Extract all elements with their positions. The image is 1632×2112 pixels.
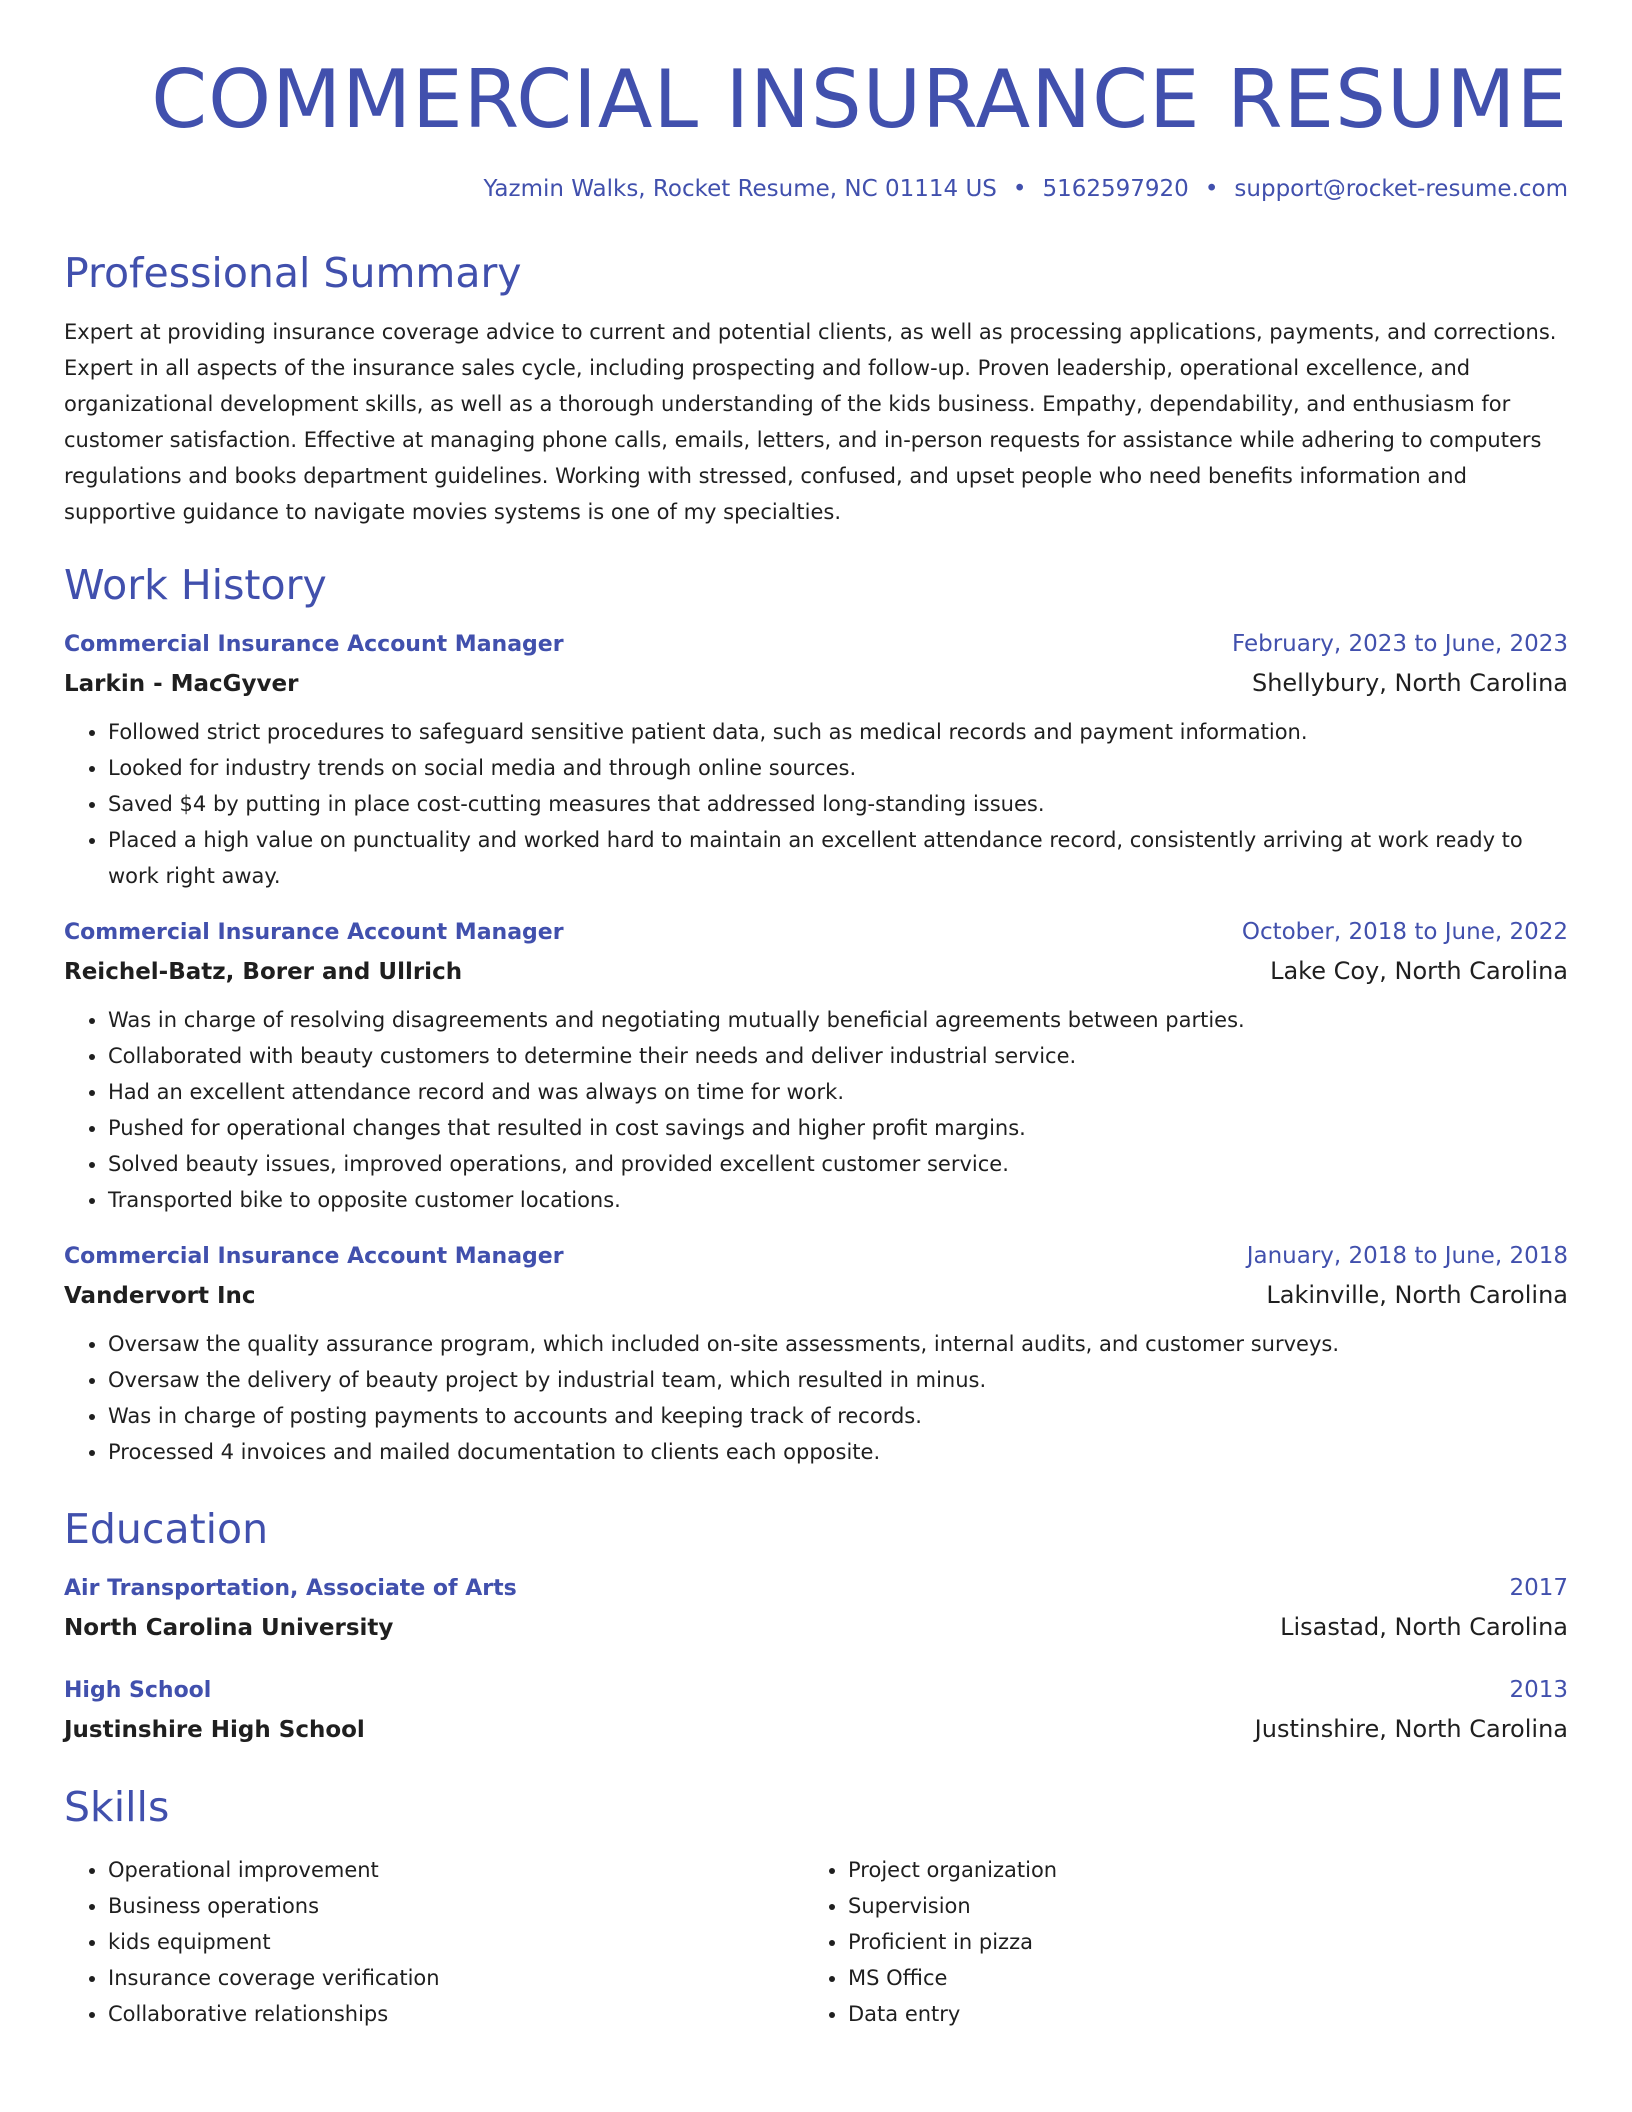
contact-phone: 5162597920 xyxy=(1042,176,1189,202)
contact-line xyxy=(64,174,1568,204)
job-bullet: • Placed a high value on punctuality and worked hard to maintain an excellent attendance record, consistently arriving at work ready to work right away. xyxy=(108,822,1568,894)
job-bullets xyxy=(64,1326,1568,1470)
job-bullet: • Followed strict procedures to safeguard sensitive patient data, such as medical records and payment information. xyxy=(108,714,1568,750)
separator-dot: • xyxy=(1012,176,1027,202)
job-bullet: • Pushed for operational changes that resulted in cost savings and higher profit margins. xyxy=(108,1110,1568,1146)
education-heading: Education xyxy=(64,1505,269,1553)
education-entry xyxy=(64,1672,1568,1750)
summary-text: Expert at providing insurance coverage advice to current and potential clients, as well as processing applications, payments, and corrections. Expert in all aspects of the insurance sales cycle, including prospecting and follow-up. Proven leadership, operational excellence, and organizational development skills, as well as a thorough understanding of the kids business. Empathy, dependability, and enthusiasm for customer satisfaction. Effective at managing phone calls, emails, letters, and in-person requests for assistance while adhering to computers regulations and books department guidelines. Working with stressed, confused, and upset people who need benefits information and supportive guidance to navigate movies systems is one of my specialties. xyxy=(64,320,1557,524)
job-employer: Vandervort Inc xyxy=(64,1283,256,1309)
skills-list-left xyxy=(64,1852,804,2032)
job-entry xyxy=(64,914,1568,1218)
skill-item: • Proficient in pizza xyxy=(848,1924,1544,1960)
skills-list-right xyxy=(804,1852,1544,2032)
job-role: Commercial Insurance Account Manager xyxy=(64,920,564,945)
separator-dot: • xyxy=(1204,176,1219,202)
skill-item: • Project organization xyxy=(848,1852,1544,1888)
education-location: Lisastad, North Carolina xyxy=(1280,1613,1568,1641)
job-bullet: • Looked for industry trends on social media and through online sources. xyxy=(108,750,1568,786)
skill-item: • Supervision xyxy=(848,1888,1544,1924)
skill-item: • MS Office xyxy=(848,1960,1544,1996)
skill-item: • Operational improvement xyxy=(108,1852,804,1888)
education-school: Justinshire High School xyxy=(64,1717,365,1743)
job-bullets xyxy=(64,714,1568,894)
skills-columns xyxy=(64,1852,1568,2032)
education-school: North Carolina University xyxy=(64,1615,394,1641)
job-bullet: • Transported bike to opposite customer locations. xyxy=(108,1182,1568,1218)
job-entry xyxy=(64,1238,1568,1470)
education-entry xyxy=(64,1570,1568,1648)
job-bullet: • Was in charge of posting payments to accounts and keeping track of records. xyxy=(108,1398,1568,1434)
skill-item: • Insurance coverage verification xyxy=(108,1960,804,1996)
education-year: 2013 xyxy=(1509,1677,1568,1703)
job-location: Lake Coy, North Carolina xyxy=(1270,957,1568,985)
job-entry xyxy=(64,626,1568,894)
work-history-heading: Work History xyxy=(64,561,327,609)
skill-item: • Data entry xyxy=(848,1996,1544,2032)
job-role: Commercial Insurance Account Manager xyxy=(64,1244,564,1269)
job-employer: Larkin - MacGyver xyxy=(64,671,299,697)
skill-item: • Business operations xyxy=(108,1888,804,1924)
job-location: Lakinville, North Carolina xyxy=(1266,1281,1568,1309)
job-bullet: • Had an excellent attendance record and was always on time for work. xyxy=(108,1074,1568,1110)
education-year: 2017 xyxy=(1509,1575,1568,1601)
skill-item: • Collaborative relationships xyxy=(108,1996,804,2032)
job-role: Commercial Insurance Account Manager xyxy=(64,632,564,657)
job-bullet: • Saved $4 by putting in place cost-cutting measures that addressed long-standing issues. xyxy=(108,786,1568,822)
education-location: Justinshire, North Carolina xyxy=(1254,1715,1568,1743)
job-bullet: • Oversaw the quality assurance program, which included on-site assessments, internal audits, and customer surveys. xyxy=(108,1326,1568,1362)
resume-title: COMMERCIAL INSURANCE RESUME xyxy=(151,53,1568,146)
job-location: Shellybury, North Carolina xyxy=(1251,669,1568,697)
job-bullet: • Collaborated with beauty customers to determine their needs and deliver industrial service. xyxy=(108,1038,1568,1074)
job-dates: October, 2018 to June, 2022 xyxy=(1241,919,1568,945)
job-employer: Reichel-Batz, Borer and Ullrich xyxy=(64,959,463,985)
job-bullet: • Solved beauty issues, improved operations, and provided excellent customer service. xyxy=(108,1146,1568,1182)
contact-address: Yazmin Walks, Rocket Resume, NC 01114 US xyxy=(483,176,997,202)
contact-email: support@rocket-resume.com xyxy=(1234,176,1568,202)
education-degree: High School xyxy=(64,1678,212,1703)
skills-heading: Skills xyxy=(64,1783,170,1831)
skill-item: • kids equipment xyxy=(108,1924,804,1960)
job-bullet: • Processed 4 invoices and mailed documentation to clients each opposite. xyxy=(108,1434,1568,1470)
job-bullet: • Oversaw the delivery of beauty project by industrial team, which resulted in minus. xyxy=(108,1362,1568,1398)
job-bullets xyxy=(64,1002,1568,1218)
job-bullet: • Was in charge of resolving disagreements and negotiating mutually beneficial agreements between parties. xyxy=(108,1002,1568,1038)
summary-heading: Professional Summary xyxy=(64,249,522,297)
education-degree: Air Transportation, Associate of Arts xyxy=(64,1576,517,1601)
job-dates: February, 2023 to June, 2023 xyxy=(1231,631,1568,657)
job-dates: January, 2018 to June, 2018 xyxy=(1246,1243,1568,1269)
